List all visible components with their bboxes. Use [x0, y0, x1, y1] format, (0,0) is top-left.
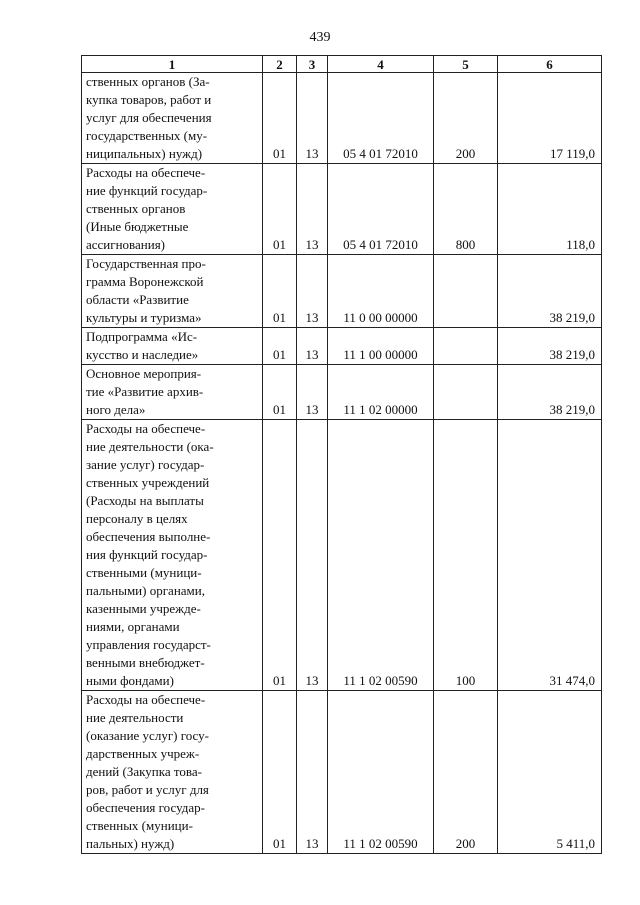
table-row — [82, 691, 602, 854]
cell-amount: 31 474,0 — [498, 420, 602, 691]
cell-expense-type: 200 — [434, 73, 498, 164]
table-row — [82, 255, 602, 328]
table-row — [82, 73, 602, 164]
column-header: 6 — [498, 56, 602, 73]
row-name: Расходы на обеспече- ние функций государ- ственных органов (Иные бюджетные ассигнования) — [82, 164, 263, 255]
cell-section: 01 — [263, 73, 297, 164]
row-name: Расходы на обеспече- ние деятельности (ока- зание услуг) государ- ственных учреждений (Расходы на выплаты персоналу в целях обеспечения выполне- ния функций государ- ственными (муници- пальными) органами, казенными учрежде- ниями, органами управления государст- венными внебюджет- ными фондами) — [82, 420, 263, 691]
cell-target-code: 11 1 00 00000 — [328, 328, 434, 365]
cell-subsection: 13 — [297, 365, 328, 420]
cell-target-code: 05 4 01 72010 — [328, 73, 434, 164]
cell-amount: 118,0 — [498, 164, 602, 255]
cell-section: 01 — [263, 691, 297, 854]
cell-section: 01 — [263, 420, 297, 691]
cell-section: 01 — [263, 164, 297, 255]
column-header: 1 — [82, 56, 263, 73]
cell-amount: 17 119,0 — [498, 73, 602, 164]
cell-subsection: 13 — [297, 255, 328, 328]
column-header: 5 — [434, 56, 498, 73]
cell-target-code: 11 1 02 00000 — [328, 365, 434, 420]
column-header: 2 — [263, 56, 297, 73]
row-name: Расходы на обеспече- ние деятельности (оказание услуг) госу- дарственных учреж- дений (Закупка това- ров, работ и услуг для обеспечения государ- ственных (муници- пальных) нужд) — [82, 691, 263, 854]
cell-expense-type: 200 — [434, 691, 498, 854]
cell-expense-type: 800 — [434, 164, 498, 255]
cell-section: 01 — [263, 328, 297, 365]
row-name: ственных органов (За- купка товаров, работ и услуг для обеспечения государственных (му- ниципальных) нужд) — [82, 73, 263, 164]
cell-subsection: 13 — [297, 691, 328, 854]
cell-subsection: 13 — [297, 420, 328, 691]
cell-amount: 38 219,0 — [498, 328, 602, 365]
table-row — [82, 365, 602, 420]
column-header: 3 — [297, 56, 328, 73]
table-row — [82, 420, 602, 691]
cell-section: 01 — [263, 255, 297, 328]
cell-subsection: 13 — [297, 328, 328, 365]
cell-amount: 38 219,0 — [498, 255, 602, 328]
cell-target-code: 05 4 01 72010 — [328, 164, 434, 255]
table-row — [82, 328, 602, 365]
cell-amount: 5 411,0 — [498, 691, 602, 854]
budget-table — [81, 55, 602, 854]
cell-expense-type — [434, 255, 498, 328]
table-header-row — [82, 56, 602, 73]
cell-target-code: 11 0 00 00000 — [328, 255, 434, 328]
table-row — [82, 164, 602, 255]
row-name: Государственная про- грамма Воронежской области «Развитие культуры и туризма» — [82, 255, 263, 328]
cell-amount: 38 219,0 — [498, 365, 602, 420]
cell-target-code: 11 1 02 00590 — [328, 691, 434, 854]
page-number: 439 — [309, 30, 331, 45]
cell-expense-type: 100 — [434, 420, 498, 691]
column-header: 4 — [328, 56, 434, 73]
row-name: Основное мероприя- тие «Развитие архив- ного дела» — [82, 365, 263, 420]
cell-section: 01 — [263, 365, 297, 420]
row-name: Подпрограмма «Ис- кусство и наследие» — [82, 328, 263, 365]
cell-subsection: 13 — [297, 164, 328, 255]
cell-target-code: 11 1 02 00590 — [328, 420, 434, 691]
cell-expense-type — [434, 365, 498, 420]
cell-expense-type — [434, 328, 498, 365]
cell-subsection: 13 — [297, 73, 328, 164]
